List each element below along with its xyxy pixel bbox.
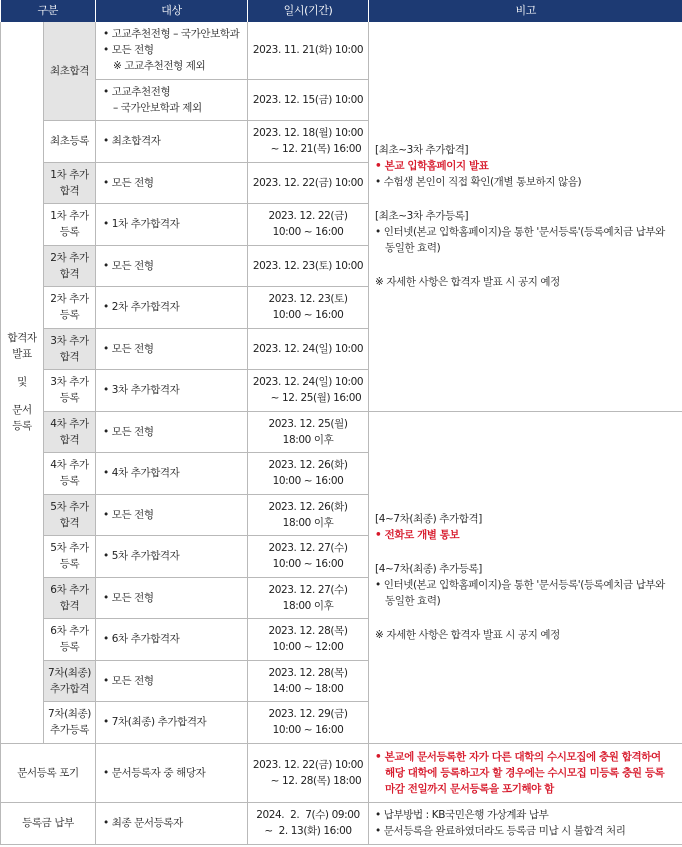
- note-cell-late: [4~7차(최종) 추가합격] • 전화로 개별 통보 [4~7차(최종) 추가등록] • 인터넷(본교 입학홈페이지)을 통한 '문서등록'(등록예치금 납부와 동일한 효력) ※ 자세한 사항은 합격자 발표 시 공지 예정: [369, 411, 682, 743]
- date-cell: 2023. 11. 21(화) 10:00: [248, 22, 369, 79]
- target-cell: • 2차 추가합격자: [96, 286, 248, 328]
- date-cell: 2023. 12. 22(금) 10:00 ~ 16:00: [248, 203, 369, 245]
- sub-category-cell: 2차 추가 등록: [44, 286, 96, 328]
- date-cell: 2023. 12. 29(금) 10:00 ~ 16:00: [248, 701, 369, 743]
- target-cell: • 최종 문서등록자: [96, 802, 248, 844]
- forfeit-category-cell: 문서등록 포기: [1, 743, 96, 802]
- target-cell: • 문서등록자 중 해당자: [96, 743, 248, 802]
- date-cell: 2023. 12. 25(월) 18:00 이후: [248, 411, 369, 452]
- header-row: [1, 0, 682, 22]
- sub-category-cell: 최초등록: [44, 120, 96, 162]
- header-target: 대상: [96, 0, 248, 22]
- date-cell: 2023. 12. 23(토) 10:00: [248, 245, 369, 286]
- table-row: [1, 22, 682, 79]
- date-cell: 2023. 12. 27(수) 10:00 ~ 16:00: [248, 535, 369, 577]
- sub-category-cell: 3차 추가 합격: [44, 328, 96, 369]
- sub-category-cell: 6차 추가 등록: [44, 618, 96, 660]
- target-cell: • 6차 추가합격자: [96, 618, 248, 660]
- header-category: 구분: [1, 0, 96, 22]
- header-note: 비고: [369, 0, 682, 22]
- date-cell: 2023. 12. 15(금) 10:00: [248, 79, 369, 120]
- sub-category-cell: 7차(최종) 추가합격: [44, 660, 96, 701]
- date-cell: 2023. 12. 28(목) 14:00 ~ 18:00: [248, 660, 369, 701]
- forfeit-note-cell: • 본교에 문서등록한 자가 다른 대학의 수시모집에 충원 합격하여 해당 대학에 등록하고자 할 경우에는 수시모집 미등록 충원 등록 마감 전일까지 문서등록을 포기해야 함: [369, 743, 682, 802]
- target-cell: • 모든 전형: [96, 411, 248, 452]
- date-cell: 2023. 12. 23(토) 10:00 ~ 16:00: [248, 286, 369, 328]
- date-cell: 2023. 12. 22(금) 10:00: [248, 162, 369, 203]
- announce-category-cell: 합격자 발표 및 문서 등록: [1, 22, 44, 743]
- sub-category-cell: 1차 추가 등록: [44, 203, 96, 245]
- date-cell: 2023. 12. 18(월) 10:00 ~ 12. 21(목) 16:00: [248, 120, 369, 162]
- payment-note-cell: • 납부방법 : KB국민은행 가상계좌 납부 • 문서등록을 완료하였더라도 등록금 미납 시 불합격 처리: [369, 802, 682, 844]
- sub-category-cell: 4차 추가 합격: [44, 411, 96, 452]
- date-cell: 2023. 12. 28(목) 10:00 ~ 12:00: [248, 618, 369, 660]
- date-cell: 2023. 12. 26(화) 10:00 ~ 16:00: [248, 452, 369, 494]
- date-cell: 2023. 12. 27(수) 18:00 이후: [248, 577, 369, 618]
- header-date: 일시(기간): [248, 0, 369, 22]
- target-cell: • 모든 전형: [96, 660, 248, 701]
- payment-category-cell: 등록금 납부: [1, 802, 96, 844]
- target-cell: • 모든 전형: [96, 245, 248, 286]
- target-cell: • 모든 전형: [96, 494, 248, 535]
- date-cell: 2023. 12. 26(화) 18:00 이후: [248, 494, 369, 535]
- sub-category-cell: 6차 추가 합격: [44, 577, 96, 618]
- target-cell: • 모든 전형: [96, 162, 248, 203]
- date-cell: 2023. 12. 24(일) 10:00 ~ 12. 25(월) 16:00: [248, 369, 369, 411]
- target-cell: • 7차(최종) 추가합격자: [96, 701, 248, 743]
- target-cell: • 모든 전형: [96, 577, 248, 618]
- target-cell: • 고교추천전형 – 국가안보학과 제외: [96, 79, 248, 120]
- sub-category-cell: 2차 추가 합격: [44, 245, 96, 286]
- date-cell: 2023. 12. 22(금) 10:00 ~ 12. 28(목) 18:00: [248, 743, 369, 802]
- target-cell: • 5차 추가합격자: [96, 535, 248, 577]
- table-row: [1, 411, 682, 452]
- target-cell: • 3차 추가합격자: [96, 369, 248, 411]
- sub-category-cell: 7차(최종) 추가등록: [44, 701, 96, 743]
- date-cell: 2023. 12. 24(일) 10:00: [248, 328, 369, 369]
- target-cell: • 고교추천전형 – 국가안보학과 • 모든 전형 ※ 고교추천전형 제외: [96, 22, 248, 79]
- sub-category-cell: 5차 추가 합격: [44, 494, 96, 535]
- sub-category-cell: 1차 추가 합격: [44, 162, 96, 203]
- sub-category-cell: 4차 추가 등록: [44, 452, 96, 494]
- target-cell: • 최초합격자: [96, 120, 248, 162]
- target-cell: • 모든 전형: [96, 328, 248, 369]
- sub-category-cell: 최초합격: [44, 22, 96, 120]
- target-cell: • 1차 추가합격자: [96, 203, 248, 245]
- date-cell: 2024. 2. 7(수) 09:00 ~ 2. 13(화) 16:00: [248, 802, 369, 844]
- target-cell: • 4차 추가합격자: [96, 452, 248, 494]
- table-row-forfeit: [1, 743, 682, 802]
- note-cell-early: [최초~3차 추가합격] • 본교 입학홈페이지 발표 • 수험생 본인이 직접 확인(개별 통보하지 않음) [최초~3차 추가등록] • 인터넷(본교 입학홈페이지)을 통한 '문서등록'(등록예치금 납부와 동일한 효력) ※ 자세한 사항은 합격자 발표 시 공지 예정: [369, 22, 682, 411]
- table-row-payment: [1, 802, 682, 844]
- sub-category-cell: 3차 추가 등록: [44, 369, 96, 411]
- sub-category-cell: 5차 추가 등록: [44, 535, 96, 577]
